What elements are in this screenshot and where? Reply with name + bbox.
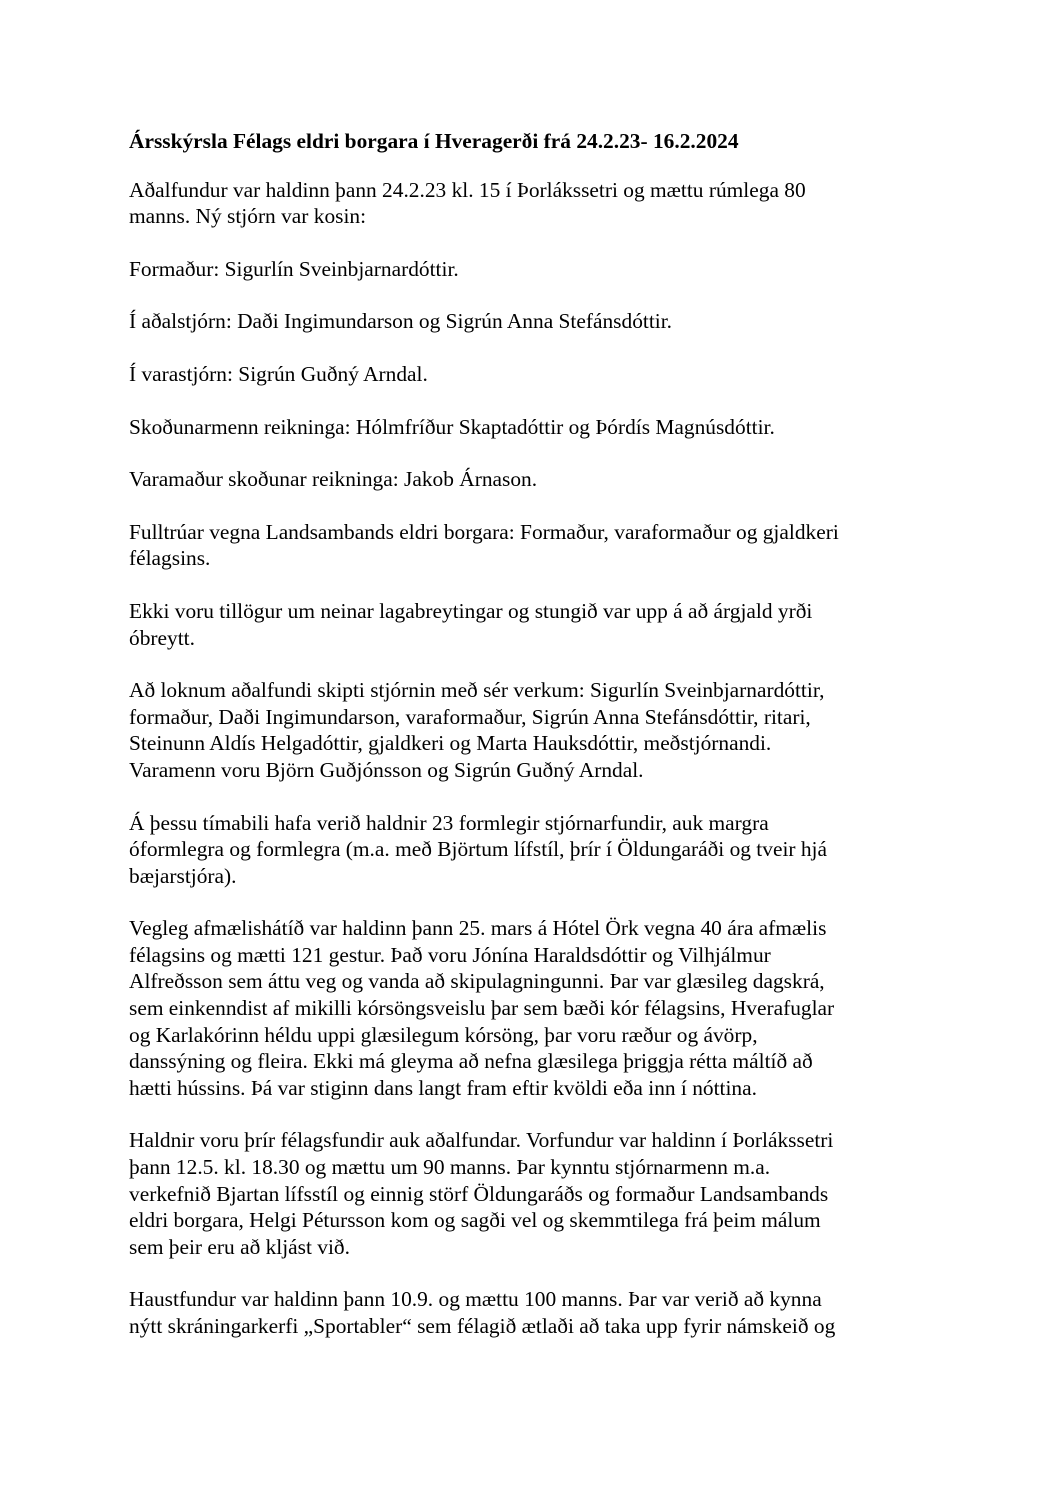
paragraph-line: Varamenn voru Björn Guðjónsson og Sigrún Guðný Arndal. <box>129 757 644 782</box>
paragraph <box>129 466 929 493</box>
paragraph <box>129 519 929 572</box>
paragraph-line: Aðalfundur var haldinn þann 24.2.23 kl. 15 í Þorlákssetri og mættu rúmlega 80 <box>129 177 806 202</box>
paragraph-line: Vegleg afmælishátíð var haldinn þann 25. mars á Hótel Örk vegna 40 ára afmælis <box>129 916 827 941</box>
paragraph-line: eldri borgara, Helgi Pétursson kom og sagði vel og skemmtilega frá þeim málum <box>129 1208 821 1233</box>
paragraph-line: Alfreðsson sem áttu veg og vanda að skipulagningunni. Þar var glæsileg dagskrá, <box>129 969 825 994</box>
paragraph <box>129 361 929 388</box>
paragraph-line: og Karlakórinn héldu uppi glæsilegum kórsöng, þar voru ræður og ávörp, <box>129 1022 758 1047</box>
paragraph <box>129 1127 929 1260</box>
paragraph <box>129 308 929 335</box>
paragraph <box>129 1286 929 1339</box>
document-body <box>129 128 929 1366</box>
paragraph-line: Í varastjórn: Sigrún Guðný Arndal. <box>129 361 428 386</box>
paragraph-line: þann 12.5. kl. 18.30 og mættu um 90 manns. Þar kynntu stjórnarmenn m.a. <box>129 1155 771 1180</box>
paragraph <box>129 177 929 230</box>
paragraph-line: manns. Ný stjórn var kosin: <box>129 204 367 229</box>
paragraph-line: Á þessu tímabili hafa verið haldnir 23 formlegir stjórnarfundir, auk margra <box>129 810 769 835</box>
paragraph-line: Formaður: Sigurlín Sveinbjarnardóttir. <box>129 256 459 281</box>
paragraph <box>129 598 929 651</box>
paragraph-line: nýtt skráningarkerfi „Sportabler“ sem félagið ætlaði að taka upp fyrir námskeið og <box>129 1314 836 1338</box>
paragraph-list <box>129 177 929 1340</box>
paragraph <box>129 677 929 783</box>
paragraph-line: formaður, Daði Ingimundarson, varaformaður, Sigrún Anna Stefánsdóttir, ritari, <box>129 704 811 729</box>
paragraph-line: Varamaður skoðunar reikninga: Jakob Árnason. <box>129 467 538 492</box>
document-title: Ársskýrsla Félags eldri borgara í Hveragerði frá 24.2.23- 16.2.2024 <box>129 129 739 153</box>
paragraph-line: félagsins. <box>129 546 211 571</box>
paragraph-line: Að loknum aðalfundi skipti stjórnin með sér verkum: Sigurlín Sveinbjarnardóttir, <box>129 678 825 703</box>
paragraph-line: Haldnir voru þrír félagsfundir auk aðalfundar. Vorfundur var haldinn í Þorlákssetri <box>129 1128 834 1153</box>
paragraph <box>129 915 929 1101</box>
paragraph-line: félagsins og mætti 121 gestur. Það voru Jónína Haraldsdóttir og Vilhjálmur <box>129 942 771 967</box>
paragraph-line: Ekki voru tillögur um neinar lagabreytingar og stungið var upp á að árgjald yrði <box>129 598 813 623</box>
paragraph <box>129 256 929 283</box>
paragraph-line: hætti hússins. Þá var stiginn dans langt fram eftir kvöldi eða inn í nóttina. <box>129 1075 757 1100</box>
paragraph <box>129 414 929 441</box>
paragraph-line: Steinunn Aldís Helgadóttir, gjaldkeri og Marta Hauksdóttir, meðstjórnandi. <box>129 731 772 756</box>
paragraph-line: verkefnið Bjartan lífsstíl og einnig störf Öldungaráðs og formaður Landsambands <box>129 1181 829 1206</box>
paragraph-line: bæjarstjóra). <box>129 863 237 888</box>
paragraph-line: danssýning og fleira. Ekki má gleyma að nefna glæsilega þriggja rétta máltíð að <box>129 1049 813 1074</box>
paragraph-line: óbreytt. <box>129 625 195 650</box>
paragraph-line: Haustfundur var haldinn þann 10.9. og mættu 100 manns. Þar var verið að kynna <box>129 1287 822 1312</box>
paragraph-line: Skoðunarmenn reikninga: Hólmfríður Skaptadóttir og Þórdís Magnúsdóttir. <box>129 414 775 439</box>
paragraph-line: óformlegra og formlegra (m.a. með Björtum lífstíl, þrír í Öldungaráði og tveir hjá <box>129 837 827 862</box>
paragraph-line: sem þeir eru að kljást við. <box>129 1234 350 1259</box>
paragraph-line: sem einkenndist af mikilli kórsöngsveislu þar sem bæði kór félagsins, Hverafuglar <box>129 996 835 1021</box>
paragraph-line: Fulltrúar vegna Landsambands eldri borgara: Formaður, varaformaður og gjaldkeri <box>129 519 839 544</box>
paragraph <box>129 810 929 890</box>
paragraph-line: Í aðalstjórn: Daði Ingimundarson og Sigrún Anna Stefánsdóttir. <box>129 309 673 334</box>
